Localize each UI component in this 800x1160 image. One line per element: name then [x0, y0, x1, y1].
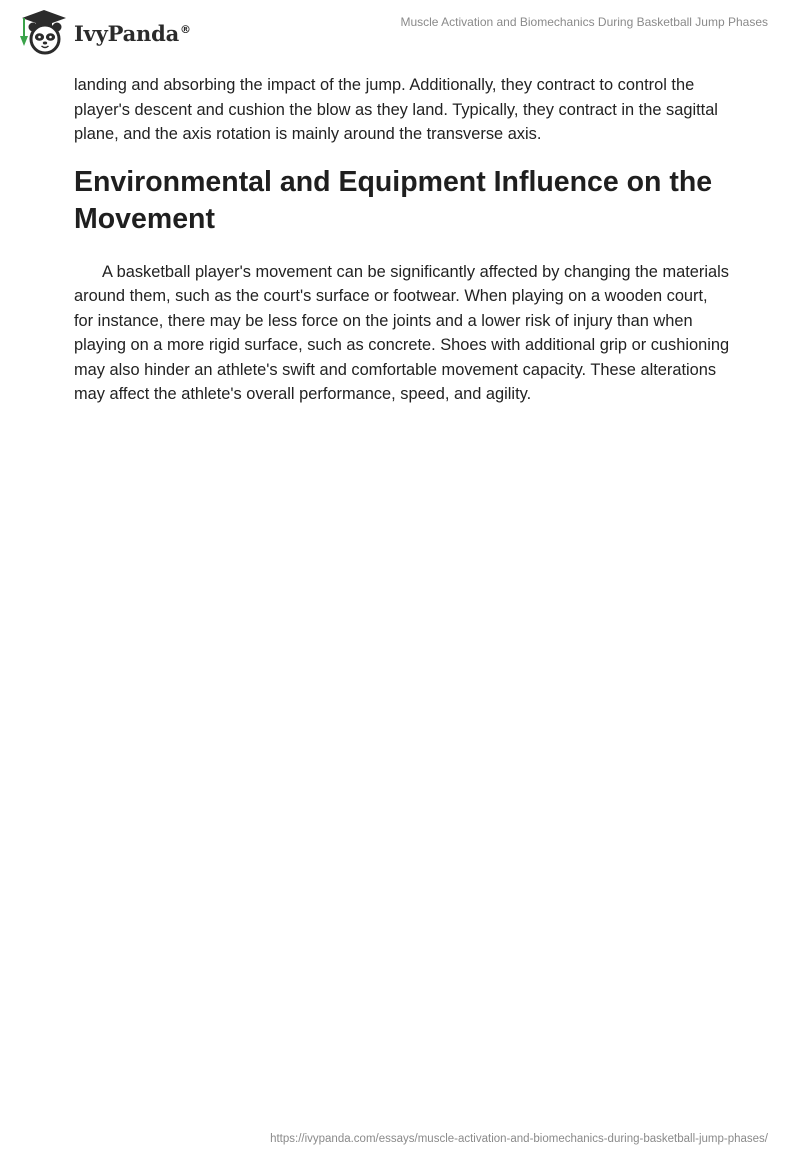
panda-graduate-icon [14, 8, 72, 58]
brand-name: IvyPanda® [74, 20, 191, 46]
brand-logo[interactable] [14, 8, 191, 58]
document-title: Muscle Activation and Biomechanics During Basketball Jump Phases [400, 15, 768, 29]
essay-content [74, 73, 730, 407]
continued-paragraph: landing and absorbing the impact of the jump. Additionally, they contract to control the player's descent and cushion the blow as they land. Typically, they contract in the sagittal plane, and the axis rotation is mainly around the transverse axis. [74, 76, 718, 143]
source-url[interactable]: https://ivypanda.com/essays/muscle-activation-and-biomechanics-during-basketball-jump-phases/ [270, 1133, 768, 1145]
page-header [0, 0, 800, 70]
registered-mark: ® [180, 22, 191, 36]
section-paragraph: A basketball player's movement can be significantly affected by changing the materials around them, such as the court's surface or footwear. When playing on a wooden court, for instance, there may be less force on the joints and a lower risk of injury than when playing on a more rigid surface, such as concrete. Shoes with additional grip or cushioning may also hinder an athlete's swift and comfortable movement capacity. These alterations may affect the athlete's overall performance, speed, and agility. [74, 262, 730, 403]
section-heading: Environmental and Equipment Influence on the Movement [74, 165, 713, 235]
